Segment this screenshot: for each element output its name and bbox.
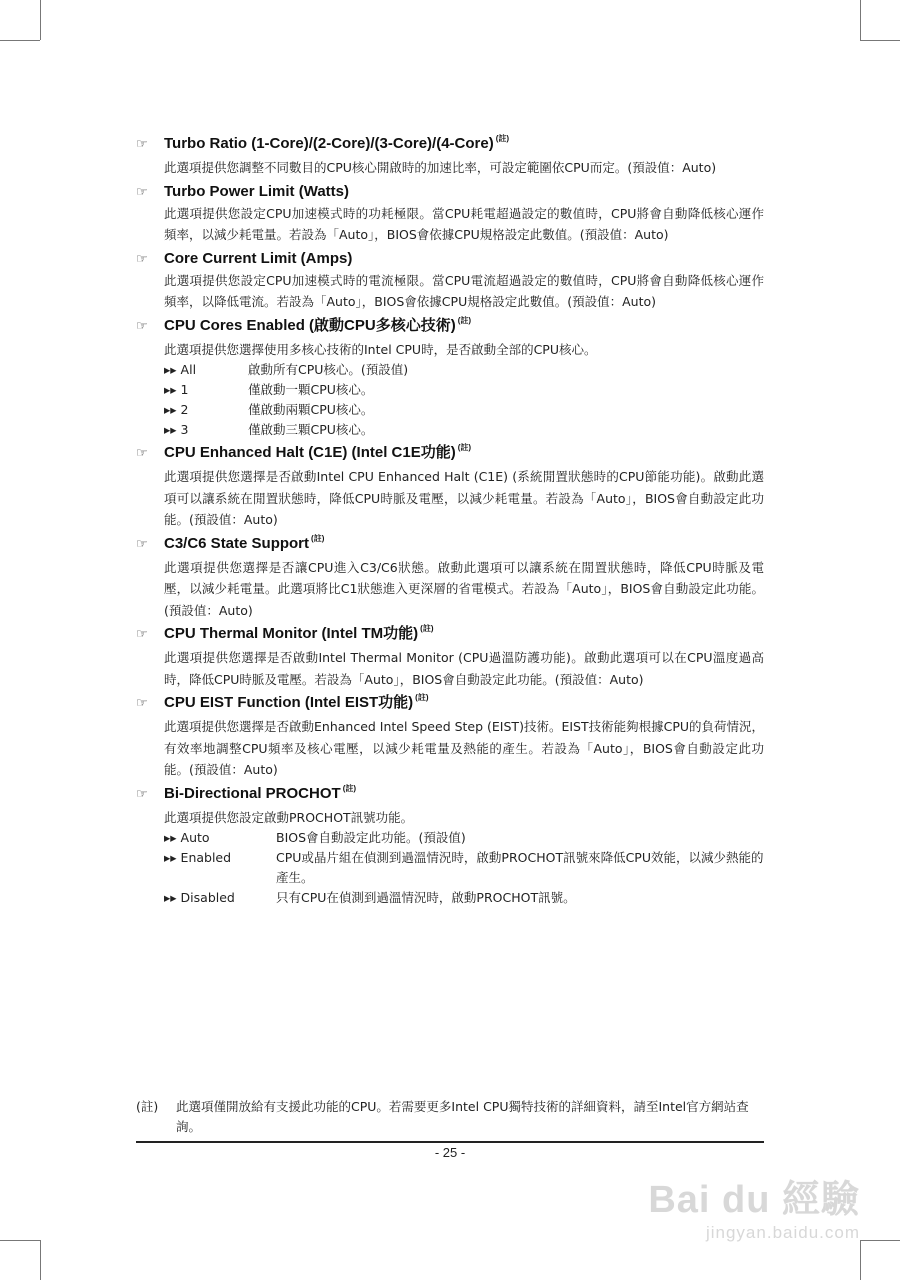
- section-title: Core Current Limit (Amps): [164, 249, 353, 267]
- watermark-url: jingyan.baidu.com: [705, 1223, 860, 1242]
- section-turbo-power-limit: [136, 181, 764, 246]
- pointing-hand-icon: ☞: [136, 183, 148, 199]
- note-mark: (註): [342, 783, 357, 793]
- option-key: All: [180, 362, 197, 377]
- crop-mark-bottom-right-h: [860, 1240, 900, 1241]
- pointing-hand-icon: ☞: [136, 136, 148, 151]
- section-bi-directional-prochot: [136, 783, 764, 909]
- crop-mark-top-right-h: [860, 40, 900, 41]
- option-item: [164, 400, 764, 420]
- section-cpu-enhanced-halt: [136, 442, 764, 531]
- note-mark: (註): [495, 134, 510, 143]
- footer-rule: [136, 1141, 764, 1143]
- pointing-hand-icon: ☞: [136, 535, 148, 551]
- note-mark: (註): [457, 443, 472, 452]
- option-key: Enabled: [180, 850, 232, 865]
- section-title: CPU Cores Enabled (啟動CPU多核心技術): [164, 316, 456, 334]
- crop-mark-top-right-v: [860, 0, 861, 40]
- double-arrow-icon: ▸▸: [164, 382, 177, 397]
- note-mark: (註): [457, 315, 472, 325]
- section-description: 此選項提供您選擇是否啟動Enhanced Intel Speed Step (EIST)技術。EIST技術能夠根據CPU的負荷情況，有效率地調整CPU頻率及核心電壓，以減少耗電量及熱能的產生。若設為「Auto」，BIOS會自動設定此功能。(預設值：Auto): [164, 719, 765, 777]
- section-title: Turbo Ratio (1-Core)/(2-Core)/(3-Core)/(4-Core): [164, 135, 494, 152]
- section-c3-c6-state-support: [136, 533, 764, 622]
- pointing-hand-icon: ☞: [136, 445, 148, 460]
- crop-mark-top-left-h: [0, 40, 40, 41]
- section-heading: [136, 133, 764, 157]
- crop-mark-bottom-left-h: [0, 1240, 40, 1241]
- section-description: 此選項提供您選擇是否讓CPU進入C3/C6狀態。啟動此選項可以讓系統在閒置狀態時，降低CPU時脈及電壓，以減少耗電量。此選項將比C1狀態進入更深層的省電模式。若設為「Auto」，BIOS會自動設定此功能。(預設值：Auto): [164, 559, 764, 618]
- section-turbo-ratio: [136, 133, 764, 179]
- pointing-hand-icon: ☞: [136, 626, 148, 641]
- section-heading: [136, 181, 764, 203]
- note-mark: (註): [415, 693, 429, 702]
- footnote-mark: (註): [136, 1099, 159, 1114]
- watermark: [648, 1168, 860, 1243]
- crop-mark-bottom-right-v: [860, 1240, 861, 1280]
- crop-mark-bottom-left-v: [40, 1240, 41, 1280]
- option-list: [164, 828, 764, 908]
- note-mark: (註): [420, 624, 434, 633]
- manual-content: [136, 133, 764, 910]
- section-title: CPU Enhanced Halt (C1E) (Intel C1E功能): [164, 444, 456, 461]
- double-arrow-icon: ▸▸: [164, 422, 177, 437]
- option-key: 3: [180, 422, 189, 437]
- double-arrow-icon: ▸▸: [164, 362, 177, 377]
- section-title: CPU EIST Function (Intel EIST功能): [164, 694, 414, 711]
- option-value: 啟動所有CPU核心。(預設值): [248, 362, 409, 377]
- section-heading: [136, 315, 764, 339]
- section-title: Bi-Directional PROCHOT: [164, 784, 341, 802]
- section-heading: [136, 692, 764, 716]
- section-core-current-limit: [136, 248, 764, 313]
- pointing-hand-icon: ☞: [136, 250, 148, 266]
- section-description: 此選項提供您設定CPU加速模式時的功耗極限。當CPU耗電超過設定的數值時，CPU將會自動降低核心運作頻率，以減少耗電量。若設為「Auto」，BIOS會依據CPU規格設定此數值。(預設值：Auto): [164, 205, 764, 242]
- section-title: C3/C6 State Support: [164, 534, 310, 552]
- section-description: 此選項提供您設定CPU加速模式時的電流極限。當CPU電流超過設定的數值時，CPU將會自動降低核心運作頻率，以降低電流。若設為「Auto」，BIOS會依據CPU規格設定此數值。(預設值：Auto): [164, 272, 764, 309]
- crop-mark-top-left-v: [40, 0, 41, 40]
- footnote-text: 此選項僅開放給有支援此功能的CPU。若需要更多Intel CPU獨特技術的詳細資料，請至Intel官方網站查詢。: [176, 1099, 749, 1134]
- option-item: [164, 380, 764, 400]
- section-heading: [136, 623, 764, 647]
- section-heading: [136, 248, 764, 270]
- option-key: 2: [180, 402, 189, 417]
- section-cpu-thermal-monitor: [136, 623, 764, 690]
- option-key: Auto: [180, 830, 210, 845]
- watermark-logo: Bai du 經驗: [648, 1179, 860, 1221]
- section-title: Turbo Power Limit (Watts): [164, 182, 349, 200]
- pointing-hand-icon: ☞: [136, 785, 148, 801]
- option-key: Disabled: [180, 890, 235, 905]
- option-item: [164, 828, 764, 848]
- section-description: 此選項提供您選擇是否啟動Intel Thermal Monitor (CPU過溫防護功能)。啟動此選項可以在CPU溫度過高時，降低CPU時脈及電壓。若設為「Auto」，BIOS會自動設定此功能。(預設值：Auto): [164, 650, 764, 687]
- pointing-hand-icon: ☞: [136, 317, 148, 333]
- section-description: 此選項提供您調整不同數目的CPU核心開啟時的加速比率，可設定範圍依CPU而定。(預設值：Auto): [164, 160, 717, 175]
- option-key: 1: [180, 382, 189, 397]
- option-item: [164, 888, 764, 908]
- pointing-hand-icon: ☞: [136, 695, 148, 710]
- double-arrow-icon: ▸▸: [164, 402, 177, 417]
- section-heading: [136, 533, 764, 557]
- section-heading: [136, 783, 764, 807]
- section-cpu-cores-enabled: [136, 315, 764, 441]
- section-description: 此選項提供您設定啟動PROCHOT訊號功能。: [164, 809, 414, 825]
- option-item: [164, 360, 764, 380]
- section-heading: [136, 442, 764, 466]
- option-value: 僅啟動兩顆CPU核心。: [248, 402, 374, 417]
- double-arrow-icon: ▸▸: [164, 890, 177, 905]
- footnote: [136, 1097, 764, 1137]
- option-value: BIOS會自動設定此功能。(預設值): [276, 830, 466, 845]
- option-value: 只有CPU在偵測到過溫情況時，啟動PROCHOT訊號。: [276, 890, 576, 905]
- page-number: - 25 -: [434, 1145, 466, 1160]
- section-title: CPU Thermal Monitor (Intel TM功能): [164, 625, 419, 642]
- section-description: 此選項提供您選擇是否啟動Intel CPU Enhanced Halt (C1E) (系統閒置狀態時的CPU節能功能)。啟動此選項可以讓系統在閒置狀態時，降低CPU時脈及電壓，以減少耗電量。若設為「Auto」，BIOS會自動設定此功能。(預設值：Auto): [164, 469, 764, 527]
- option-value: CPU或晶片組在偵測到過溫情況時，啟動PROCHOT訊號來降低CPU效能，以減少熱能的產生。: [276, 850, 764, 885]
- section-cpu-eist-function: [136, 692, 764, 781]
- note-mark: (註): [311, 533, 325, 543]
- double-arrow-icon: ▸▸: [164, 830, 177, 845]
- option-list: [164, 360, 764, 440]
- option-item: [164, 848, 764, 888]
- option-value: 僅啟動一顆CPU核心。: [248, 382, 374, 397]
- section-description: 此選項提供您選擇使用多核心技術的Intel CPU時，是否啟動全部的CPU核心。: [164, 341, 597, 357]
- option-value: 僅啟動三顆CPU核心。: [248, 422, 374, 437]
- double-arrow-icon: ▸▸: [164, 850, 177, 865]
